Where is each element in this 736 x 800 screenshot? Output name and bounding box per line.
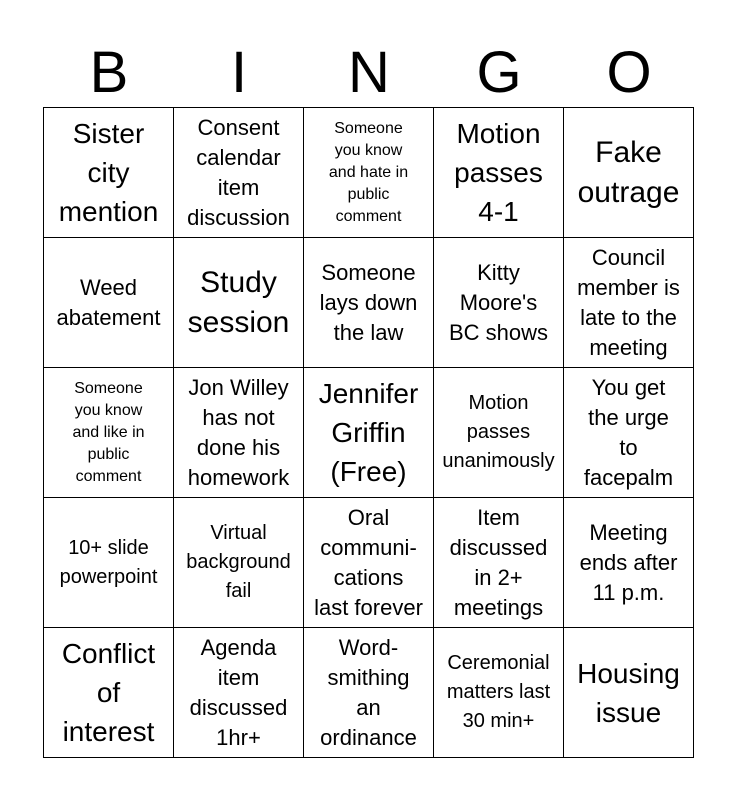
bingo-cell-r1c2[interactable]: [174, 108, 304, 238]
bingo-cell-r5c5[interactable]: [564, 628, 694, 758]
cell-text: Jon Willey has not done his homework: [187, 374, 290, 490]
cell-text: Virtual background fail: [186, 522, 291, 602]
bingo-cell-r5c3[interactable]: [304, 628, 434, 758]
cell-text: Someone you know and hate in public comment: [328, 119, 409, 225]
bingo-cell-r5c2[interactable]: [174, 628, 304, 758]
bingo-cell-r3c3-free[interactable]: [304, 368, 434, 498]
cell-text: Oral communi- cations last forever: [314, 504, 423, 620]
cell-text: Conflict of interest: [61, 638, 156, 747]
cell-text: Ceremonial matters last 30 min+: [446, 652, 551, 732]
cell-text: Item discussed in 2+ meetings: [449, 504, 548, 620]
bingo-board: [43, 107, 694, 758]
bingo-cell-r4c4[interactable]: [434, 498, 564, 628]
bingo-cell-r1c5[interactable]: [564, 108, 694, 238]
header-letter-b: B: [89, 40, 129, 105]
bingo-cell-r3c2[interactable]: [174, 368, 304, 498]
cell-text: Fake outrage: [577, 135, 680, 209]
bingo-cell-r3c1[interactable]: [44, 368, 174, 498]
cell-text: Word- smithing an ordinance: [320, 634, 417, 750]
cell-text: Someone lays down the law: [319, 259, 418, 345]
bingo-cell-r1c1[interactable]: [44, 108, 174, 238]
cell-text: Motion passes 4-1: [454, 118, 543, 227]
bingo-cell-r1c4[interactable]: [434, 108, 564, 238]
bingo-cell-r4c5[interactable]: [564, 498, 694, 628]
cell-text: 10+ slide powerpoint: [59, 536, 158, 588]
header-letter-i: I: [230, 40, 248, 105]
cell-text: Someone you know and like in public comment: [72, 379, 145, 485]
bingo-cell-r4c1[interactable]: [44, 498, 174, 628]
bingo-header: [44, 40, 694, 106]
header-letter-g: G: [476, 40, 522, 105]
bingo-cell-r2c2[interactable]: [174, 238, 304, 368]
bingo-cell-r3c4[interactable]: [434, 368, 564, 498]
cell-text: Council member is late to the meeting: [577, 244, 680, 360]
cell-text: Study session: [187, 265, 290, 339]
bingo-cell-r3c5[interactable]: [564, 368, 694, 498]
bingo-cell-r1c3[interactable]: [304, 108, 434, 238]
cell-text: You get the urge to facepalm: [583, 374, 674, 490]
bingo-cell-r5c1[interactable]: [44, 628, 174, 758]
cell-text: Meeting ends after 11 p.m.: [579, 519, 678, 605]
cell-text: Housing issue: [577, 657, 680, 728]
cell-text: Agenda item discussed 1hr+: [189, 634, 288, 750]
bingo-cell-r2c4[interactable]: [434, 238, 564, 368]
cell-text: Consent calendar item discussion: [187, 114, 290, 230]
header-letter-o: O: [606, 40, 652, 105]
cell-text: Jennifer Griffin (Free): [318, 378, 419, 487]
cell-text: Kitty Moore's BC shows: [448, 259, 549, 345]
bingo-cell-r2c5[interactable]: [564, 238, 694, 368]
cell-text: Weed abatement: [56, 274, 161, 330]
header-letter-n: N: [348, 40, 390, 105]
bingo-cell-r2c1[interactable]: [44, 238, 174, 368]
bingo-cell-r2c3[interactable]: [304, 238, 434, 368]
cell-text: Sister city mention: [58, 118, 159, 227]
bingo-cell-r4c3[interactable]: [304, 498, 434, 628]
bingo-cell-r5c4[interactable]: [434, 628, 564, 758]
cell-text: Motion passes unanimously: [442, 392, 555, 472]
bingo-cell-r4c2[interactable]: [174, 498, 304, 628]
